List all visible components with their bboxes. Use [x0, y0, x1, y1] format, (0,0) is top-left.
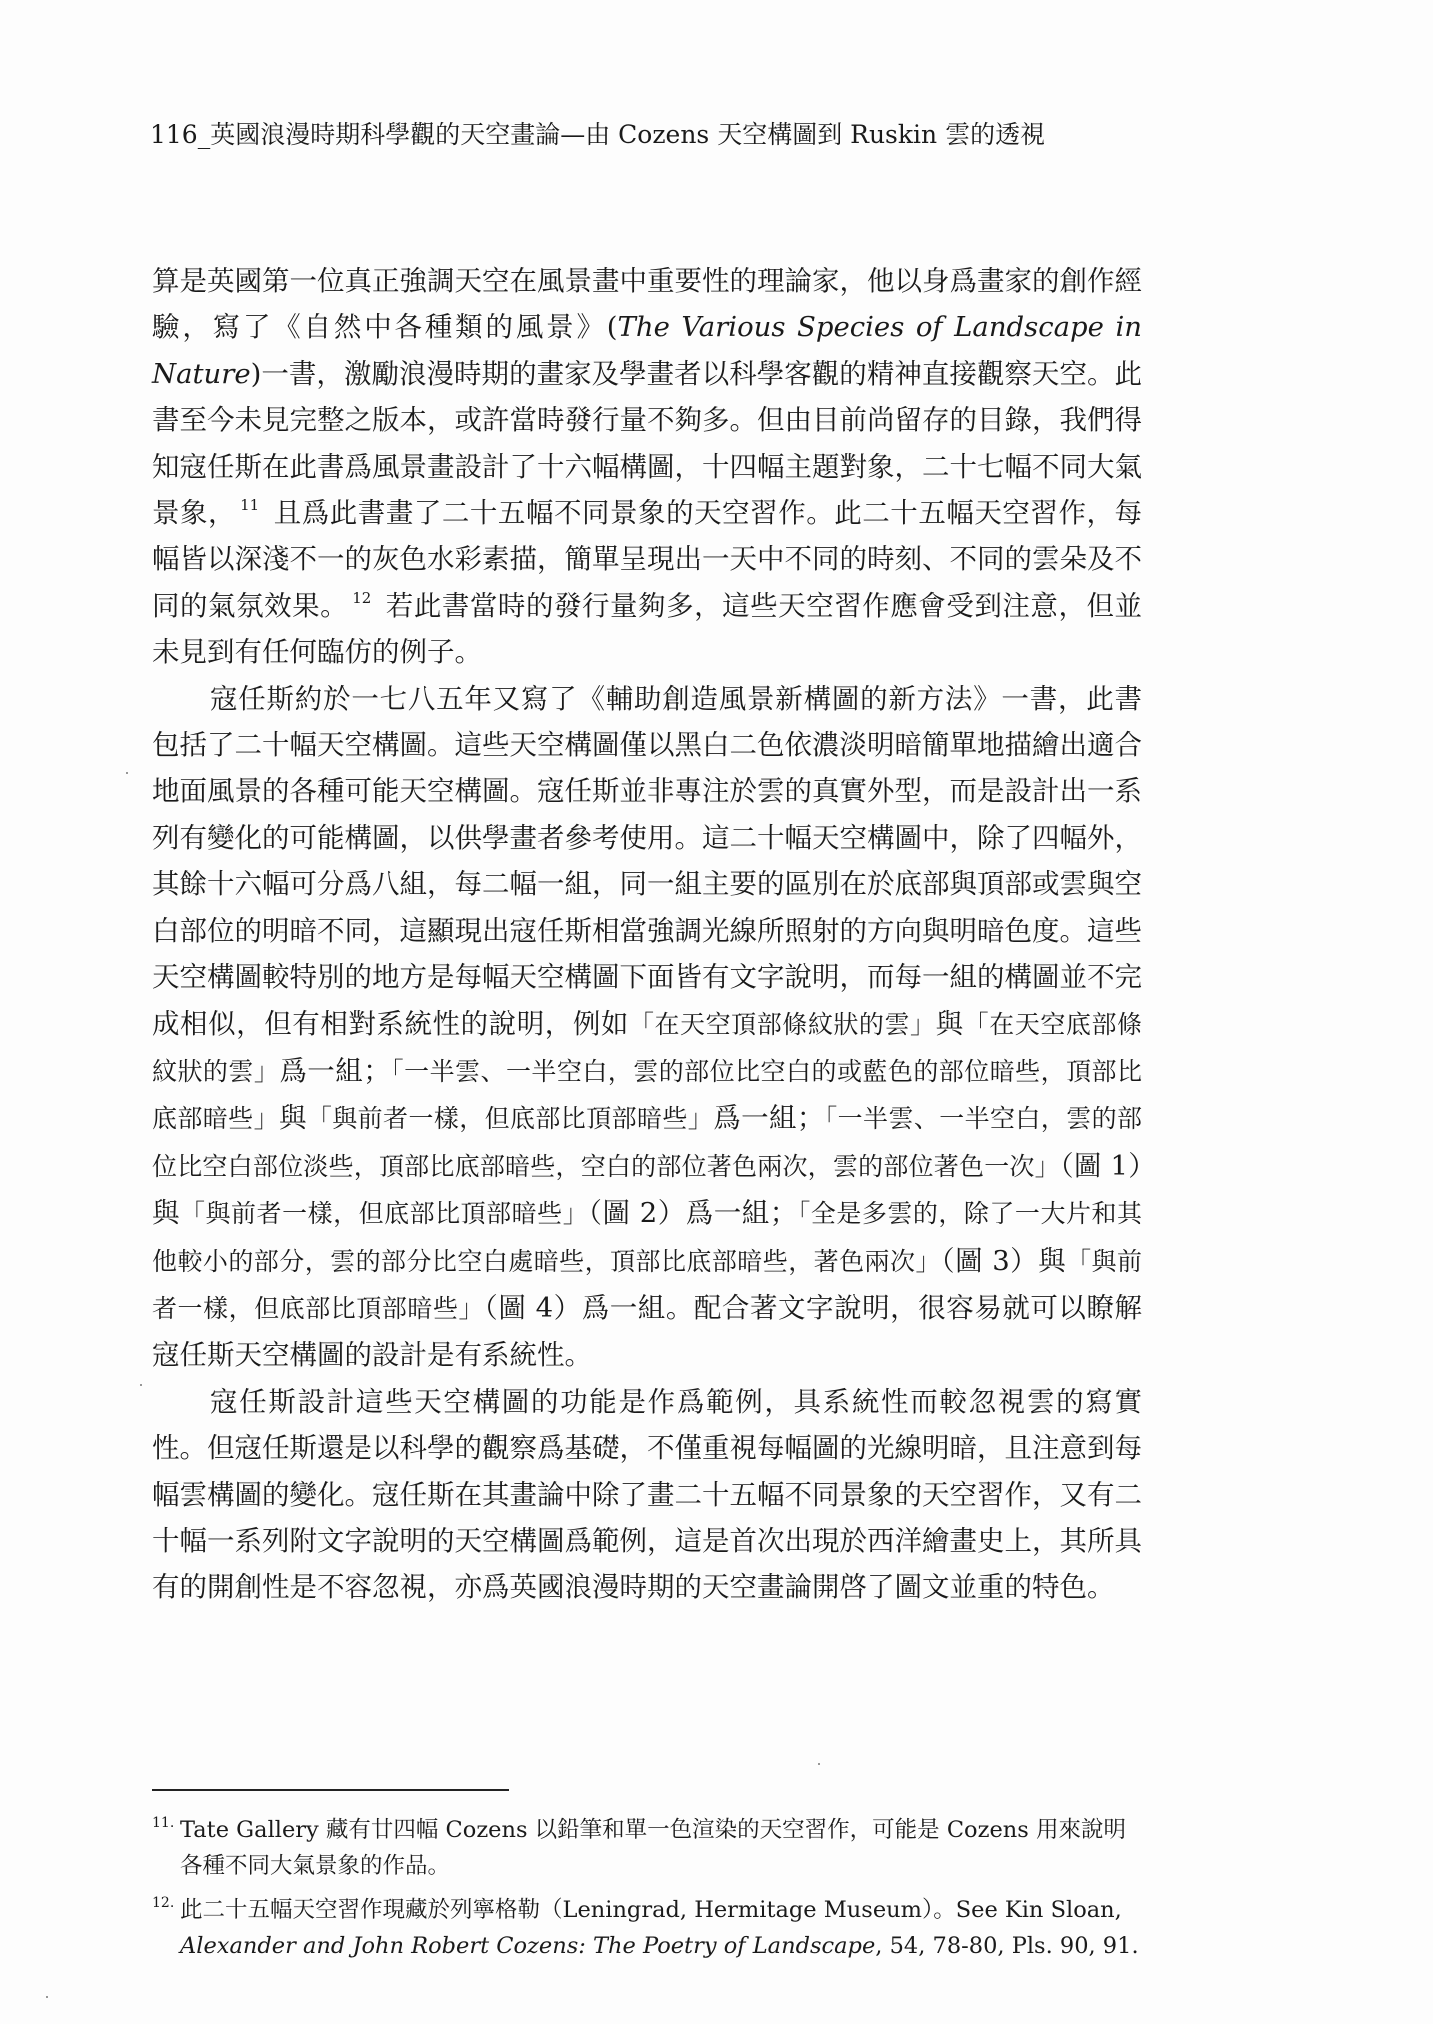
- italic-title: Alexander and John Robert Cozens: The Poetry of Landscape: [180, 1933, 876, 1959]
- text-run: 此二十五幅天空習作現藏於列寧格勒（Leningrad, Hermitage Museum）。See Kin Sloan,: [180, 1897, 1122, 1923]
- scan-speck: [46, 1996, 48, 1998]
- text-run: （圖 3）與: [940, 1244, 1067, 1277]
- footnotes: [152, 1812, 1142, 1972]
- text-run: 與: [935, 1007, 964, 1040]
- text-run: 與: [278, 1102, 307, 1135]
- paragraph: [152, 1379, 1142, 1611]
- quoted-caption: 「一半雲、一半空白，雲的部位比空白的或藍色的部位暗些，頂部比底部暗些」: [152, 1056, 1142, 1134]
- text-run: 且爲此書畫了二十五幅不同景象的天空習作。此二十五幅天空習作，每幅皆以深淺不一的灰色水彩素描，簡單呈現出一天中不同的時刻、不同的雲朵及不同的氣氛效果。: [152, 497, 1143, 622]
- text-run: Tate Gallery 藏有廿四幅 Cozens 以鉛筆和單一色渲染的天空習作，可能是 Cozens 用來說明各種不同大氣景象的作品。: [180, 1817, 1126, 1879]
- footnote-number: 12.: [152, 1895, 175, 1911]
- footnote-text: [180, 1892, 1142, 1964]
- quoted-caption: 「與前者一樣，但底部比頂部暗些」: [306, 1104, 714, 1134]
- footnote-rule: [152, 1789, 509, 1791]
- text-run: 爲一組；: [279, 1054, 391, 1087]
- text-run: , 54, 78-80, Pls. 90, 91.: [875, 1933, 1139, 1959]
- quoted-caption: 「一半雲、一半空白，雲的部位比空白部位淡些，頂部比底部暗些，空白的部位著色兩次，雲的部位著色一次」: [152, 1104, 1142, 1181]
- footnote: [152, 1892, 1142, 1964]
- quoted-caption: 「全是多雲的，除了一大片和其他較小的部分，雲的部分比空白處暗些，頂部比底部暗些，著色兩次」: [152, 1199, 1142, 1276]
- footnote-reference: 11: [240, 496, 260, 515]
- text-run: 算是英國第一位真正強調天空在風景畫中重要性的理論家，他以身爲畫家的創作經驗，寫了《自然中各種類的風景》(: [152, 265, 1142, 344]
- footnote-number: 11.: [152, 1815, 175, 1831]
- text-run: （圖 2）爲一組；: [588, 1197, 798, 1230]
- running-header: [150, 118, 1290, 152]
- quoted-caption: 「在天空頂部條紋狀的雲」: [628, 1009, 936, 1039]
- quoted-caption: 「在天空底部條紋狀的雲」: [152, 1009, 1143, 1086]
- scan-speck: [818, 1763, 820, 1765]
- scan-speck: [140, 1384, 142, 1386]
- text-run: （圖 4）爲一組。配合著文字說明，很容易就可以瞭解寇任斯天空構圖的設計是有系統性。: [152, 1291, 1142, 1372]
- text-run: 寇任斯約於一七八五年又寫了《輔助創造風景新構圖的新方法》一書，此書包括了二十幅天空構圖。這些天空構圖僅以黑白二色依濃淡明暗簡單地描繪出適合地面風景的各種可能天空構圖。寇任斯並非專注於雲的真實外型，而是設計出一系列有變化的可能構圖，以供學畫者參考使用。這二十幅天空構圖中，除了四幅外，其餘十六幅可分爲八組，每二幅一組，同一組主要的區別在於底部與頂部或雲與空白部位的明暗不同，這顯現出寇任斯相當強調光線所照射的方向與明暗色度。這些天空構圖較特別的地方是每幅天空構圖下面皆有文字說明，而每一組的構圖並不完成相似，但有相對系統性的說明，例如: [152, 682, 1142, 1040]
- footnote-text: [180, 1812, 1142, 1884]
- paragraph: [152, 676, 1142, 1379]
- paragraph: [152, 258, 1142, 676]
- quoted-caption: 「與前者一樣，但底部比頂部暗些」: [152, 1246, 1142, 1323]
- scan-speck: [126, 772, 128, 774]
- running-title: _英國浪漫時期科學觀的天空畫論—由 Cozens 天空構圖到 Ruskin 雲的透視: [197, 120, 1046, 149]
- italic-title: The Various Species of Landscape in Nature: [152, 311, 1142, 390]
- text-run: )一書，激勵浪漫時期的畫家及學畫者以科學客觀的精神直接觀察天空。此書至今未見完整之版本，或許當時發行量不夠多。但由目前尚留存的目錄，我們得知寇任斯在此書爲風景畫設計了十六幅構圖，十四幅主題對象，二十七幅不同大氣景象，: [152, 357, 1142, 530]
- footnote: [152, 1812, 1142, 1884]
- page-number: 116: [150, 120, 198, 149]
- text-run: 爲一組；: [713, 1102, 825, 1135]
- text-run: 寇任斯設計這些天空構圖的功能是作爲範例，具系統性而較忽視雲的寫實性。但寇任斯還是以科學的觀察爲基礎，不僅重視每幅圖的光線明暗，且注意到每幅雲構圖的變化。寇任斯在其畫論中除了畫二十五幅不同景象的天空習作，又有二十幅一系列附文字說明的天空構圖爲範例，這是首次出現於西洋繪畫史上，其所具有的開創性是不容忽視，亦爲英國浪漫時期的天空畫論開啓了圖文並重的特色。: [152, 1385, 1142, 1604]
- quoted-caption: 「與前者一樣，但底部比頂部暗些」: [180, 1199, 589, 1229]
- main-text: [152, 258, 1142, 1611]
- text-run: （圖 1）與: [152, 1149, 1142, 1230]
- text-run: 若此書當時的發行量夠多，這些天空習作應會受到注意，但並未見到有任何臨仿的例子。: [152, 589, 1142, 669]
- footnote-reference: 12: [352, 588, 372, 607]
